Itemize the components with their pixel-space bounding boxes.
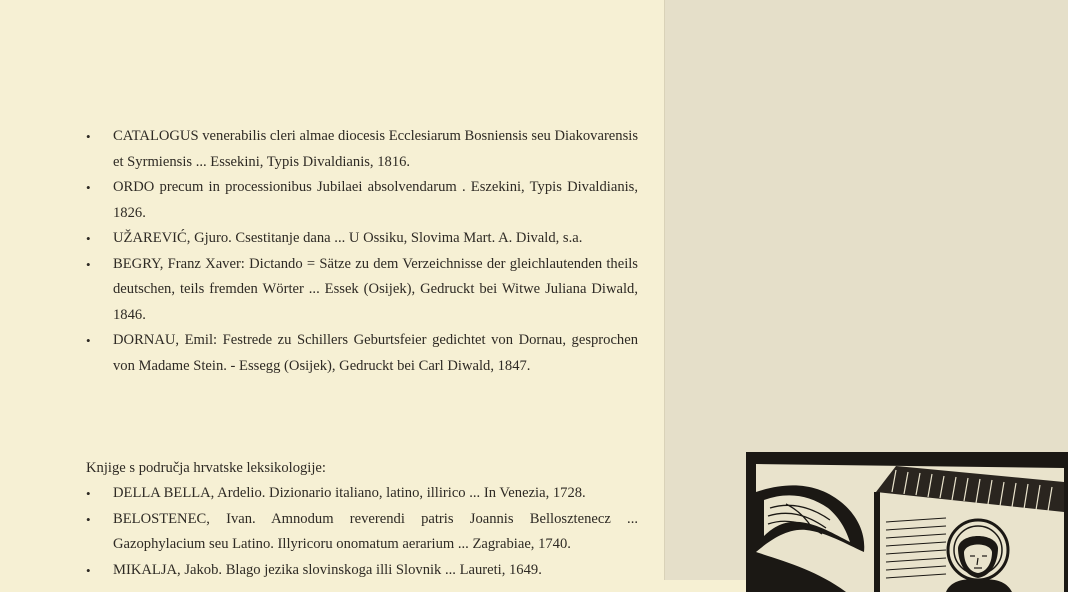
bullet-icon: • [86, 129, 91, 144]
bullet-icon: • [86, 562, 91, 578]
list-item [86, 226, 638, 252]
list-item [86, 507, 638, 558]
bullet-icon: • [86, 256, 91, 272]
entry-text: ORDO precum in processionibus Jubilaei absolvendarum . Eszekini, Typis Divaldianis, 1826. [113, 179, 638, 221]
bullet-icon: • [86, 180, 91, 195]
entry-text: CATALOGUS venerabilis cleri almae diocesis Ecclesiarum Bosniensis seu Diakovarensis et Syrmiensis ... Essekini, Typis Divaldianis, 1816. [113, 128, 638, 170]
entry-text: MIKALJA, Jakob. Blago jezika slovinskoga illi Slovnik ... Laureti, 1649. [113, 561, 542, 578]
list-item [86, 175, 638, 226]
list-item [86, 481, 638, 507]
bullet-icon: • [86, 486, 91, 501]
bullet-icon: • [86, 333, 91, 348]
bullet-icon: • [86, 511, 91, 527]
list-item [86, 558, 638, 584]
woodcut-svg [746, 452, 1068, 592]
list-item [86, 124, 638, 175]
list-item [86, 328, 638, 379]
section-heading: Knjige s područja hrvatske leksikologije: [86, 460, 326, 476]
entry-text: BELOSTENEC, Ivan. Amnodum reverendi patris Joannis Bellosztenecz ... Gazophylacium seu Latino. Illyricoru onomatum aerarium ... Zagrabiae, 1740. [113, 510, 638, 552]
woodcut-illustration-icon [746, 452, 1068, 592]
bullet-icon: • [86, 231, 91, 246]
list-item [86, 252, 638, 329]
entry-text: DORNAU, Emil: Festrede zu Schillers Geburtsfeier gedichtet von Dornau, gesprochen von Madame Stein. - Essegg (Osijek), Gedruckt bei Carl Diwald, 1847. [113, 332, 638, 374]
lexicology-list [86, 481, 638, 583]
entry-text: BEGRY, Franz Xaver: Dictando = Sätze zu dem Verzeichnisse der gleichlautenden theils deutschen, teils fremden Wörter ... Essek (Osijek), Gedruckt bei Witwe Juliana Diwald, 1846. [113, 255, 638, 323]
entry-text: DELLA BELLA, Ardelio. Dizionario italiano, latino, illirico ... In Venezia, 1728. [113, 485, 586, 501]
entry-text: UŽAREVIĆ, Gjuro. Csestitanje dana ... U Ossiku, Slovima Mart. A. Divald, s.a. [113, 230, 583, 246]
catalog-list [86, 124, 638, 379]
